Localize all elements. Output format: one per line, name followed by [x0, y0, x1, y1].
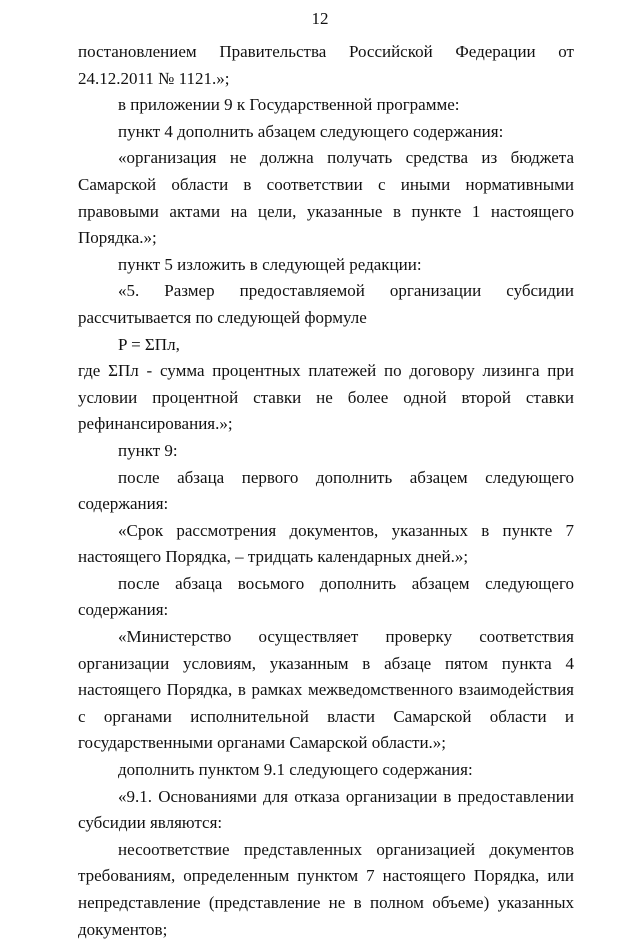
paragraph-14: дополнить пунктом 9.1 следующего содержания: [118, 760, 473, 780]
paragraph-4: «организация не должна получать средства из бюджета Самарской области в соответствии с иными нормативными правовыми актами на цели, указанные в пункте 1 настоящего Порядка.»; [78, 148, 574, 248]
paragraph-10: после абзаца первого дополнить абзацем следующего содержания: [78, 467, 574, 514]
paragraph-15: «9.1. Основаниями для отказа организации в предоставлении субсидии являются: [78, 786, 574, 833]
paragraph-9: пункт 9: [118, 440, 178, 460]
paragraph-2: в приложении 9 к Государственной программе: [118, 95, 460, 115]
paragraph-5: пункт 5 изложить в следующей редакции: [118, 254, 422, 274]
page-number: 12 [311, 9, 329, 28]
paragraph-11: «Срок рассмотрения документов, указанных в пункте 7 настоящего Порядка, – тридцать календарных дней.»; [78, 520, 574, 567]
paragraph-13: «Министерство осуществляет проверку соответствия организации условиям, указанным в абзаце пятом пункта 4 настоящего Порядка, в рамках межведомственного взаимодействия с органами исполнительной власти Самарской области и государственными органами Самарской области.»; [78, 627, 574, 753]
paragraph-6: «5. Размер предоставляемой организации субсидии рассчитывается по следующей формуле [78, 281, 574, 327]
paragraph-1: постановлением Правительства Российской Федерации от 24.12.2011 № 1121.»; [78, 42, 574, 88]
paragraph-12: после абзаца восьмого дополнить абзацем следующего содержания: [78, 573, 574, 620]
document-body [78, 39, 574, 943]
formula: P = ΣПл, [118, 334, 180, 354]
paragraph-3: пункт 4 дополнить абзацем следующего содержания: [118, 121, 504, 141]
paragraph-16: несоответствие представленных организацией документов требованиям, определенным пунктом 7 настоящего Порядка, или непредставление (представление не в полном объеме) указанных документов; [78, 839, 574, 939]
paragraph-8: где ΣПл - сумма процентных платежей по договору лизинга при условии процентной ставки не более одной второй ставки рефинансирования.»; [78, 361, 574, 434]
